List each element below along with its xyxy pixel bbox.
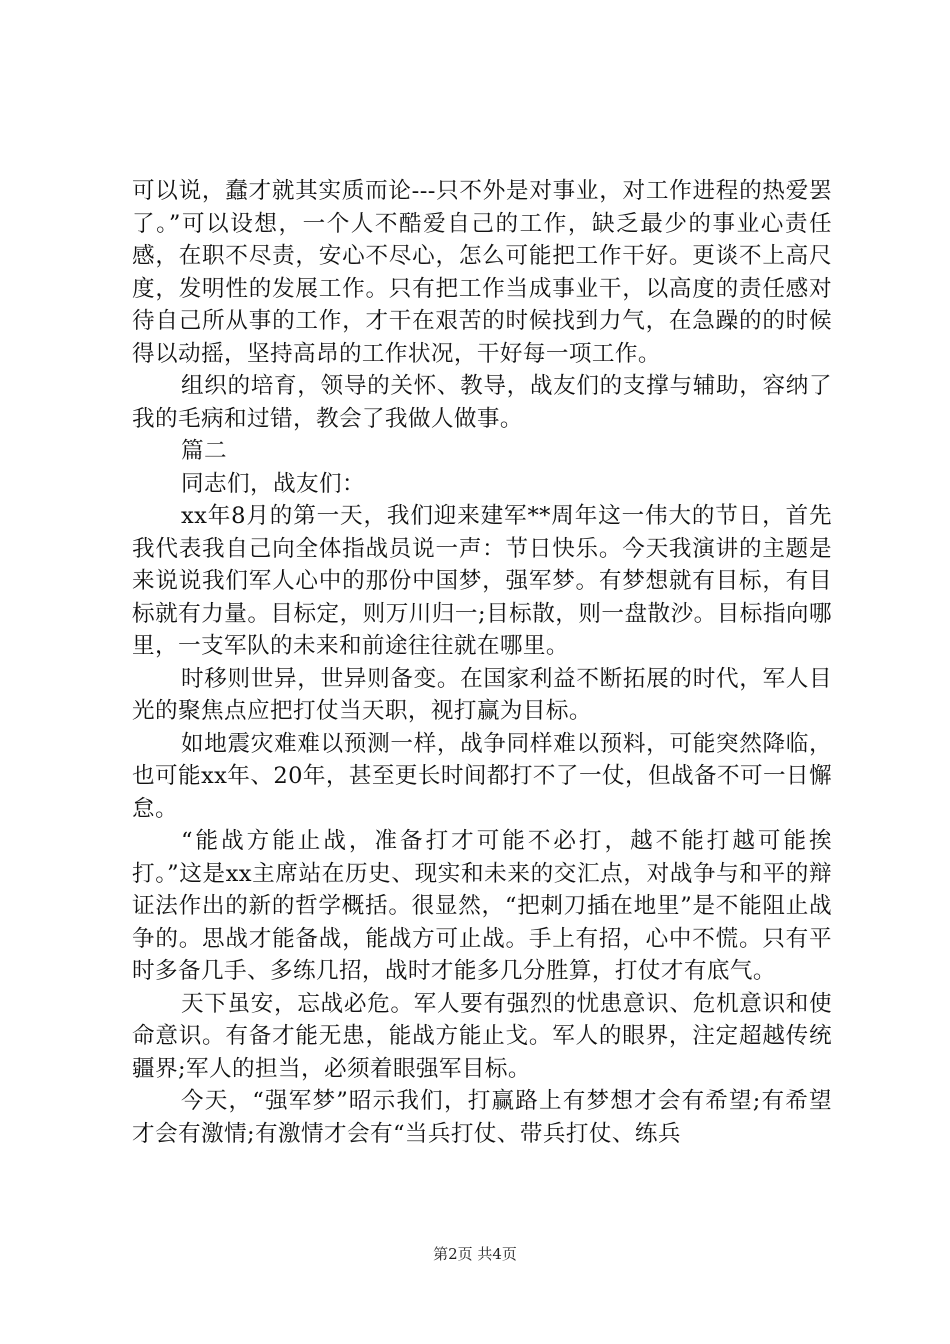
paragraph-2: 组织的培育，领导的关怀、教导，战友们的支撑与辅助，容纳了我的毛病和过错，教会了我做人做事。 xyxy=(132,373,832,432)
paragraph-5: xx年8月的第一天，我们迎来建军**周年这一伟大的节日，首先我代表我自己向全体指战员说一声：节日快乐。今天我演讲的主题是来说说我们军人心中的那份中国梦，强军梦。有梦想就有目标，有目标就有力量。目标定，则万川归一;目标散，则一盘散沙。目标指向哪里，一支军队的未来和前途往往就在哪里。 xyxy=(132,503,832,659)
paragraph-10: 今天，“强军梦”昭示我们，打赢路上有梦想才会有希望;有希望才会有激情;有激情才会有“当兵打仗、带兵打仗、练兵 xyxy=(132,1088,832,1147)
document-body xyxy=(132,175,832,1150)
section-heading: 篇二 xyxy=(181,438,227,464)
paragraph-7: 如地震灾难难以预测一样，战争同样难以预料，可能突然降临，也可能xx年、20年，甚至更长时间都打不了一仗，但战备不可一日懈怠。 xyxy=(132,730,832,822)
paragraph-8: “能战方能止战，准备打才可能不必打，越不能打越可能挨打。”这是xx主席站在历史、现实和未来的交汇点，对战争与和平的辩证法作出的新的哲学概括。很显然，“把刺刀插在地里”是不能阻止战争的。思战才能备战，能战方可止战。手上有招，心中不慌。只有平时多备几手、多练几招，战时才能多几分胜算，打仗才有底气。 xyxy=(132,828,832,984)
paragraph-9: 天下虽安，忘战必危。军人要有强烈的忧患意识、危机意识和使命意识。有备才能无患，能战方能止戈。军人的眼界，注定超越传统疆界;军人的担当，必须着眼强军目标。 xyxy=(132,990,832,1082)
page-footer xyxy=(0,1245,950,1263)
salutation: 同志们，战友们： xyxy=(181,470,365,497)
paragraph-6: 时移则世异，世异则备变。在国家利益不断拓展的时代，军人目光的聚焦点应把打仗当天职，视打赢为目标。 xyxy=(132,665,832,724)
paragraph-1: 可以说，蠢才就其实质而论---只不外是对事业，对工作进程的热爱罢了。”可以设想，一个人不酷爱自己的工作，缺乏最少的事业心责任感，在职不尽责，安心不尽心，怎么可能把工作干好。更谈不上高尺度，发明性的发展工作。只有把工作当成事业干，以高度的责任感对待自己所从事的工作，才干在艰苦的时候找到力气，在急躁的的时候得以动摇，坚持高昂的工作状况，干好每一项工作。 xyxy=(132,178,832,367)
page-number-label: 第2页 共4页 xyxy=(433,1245,517,1263)
